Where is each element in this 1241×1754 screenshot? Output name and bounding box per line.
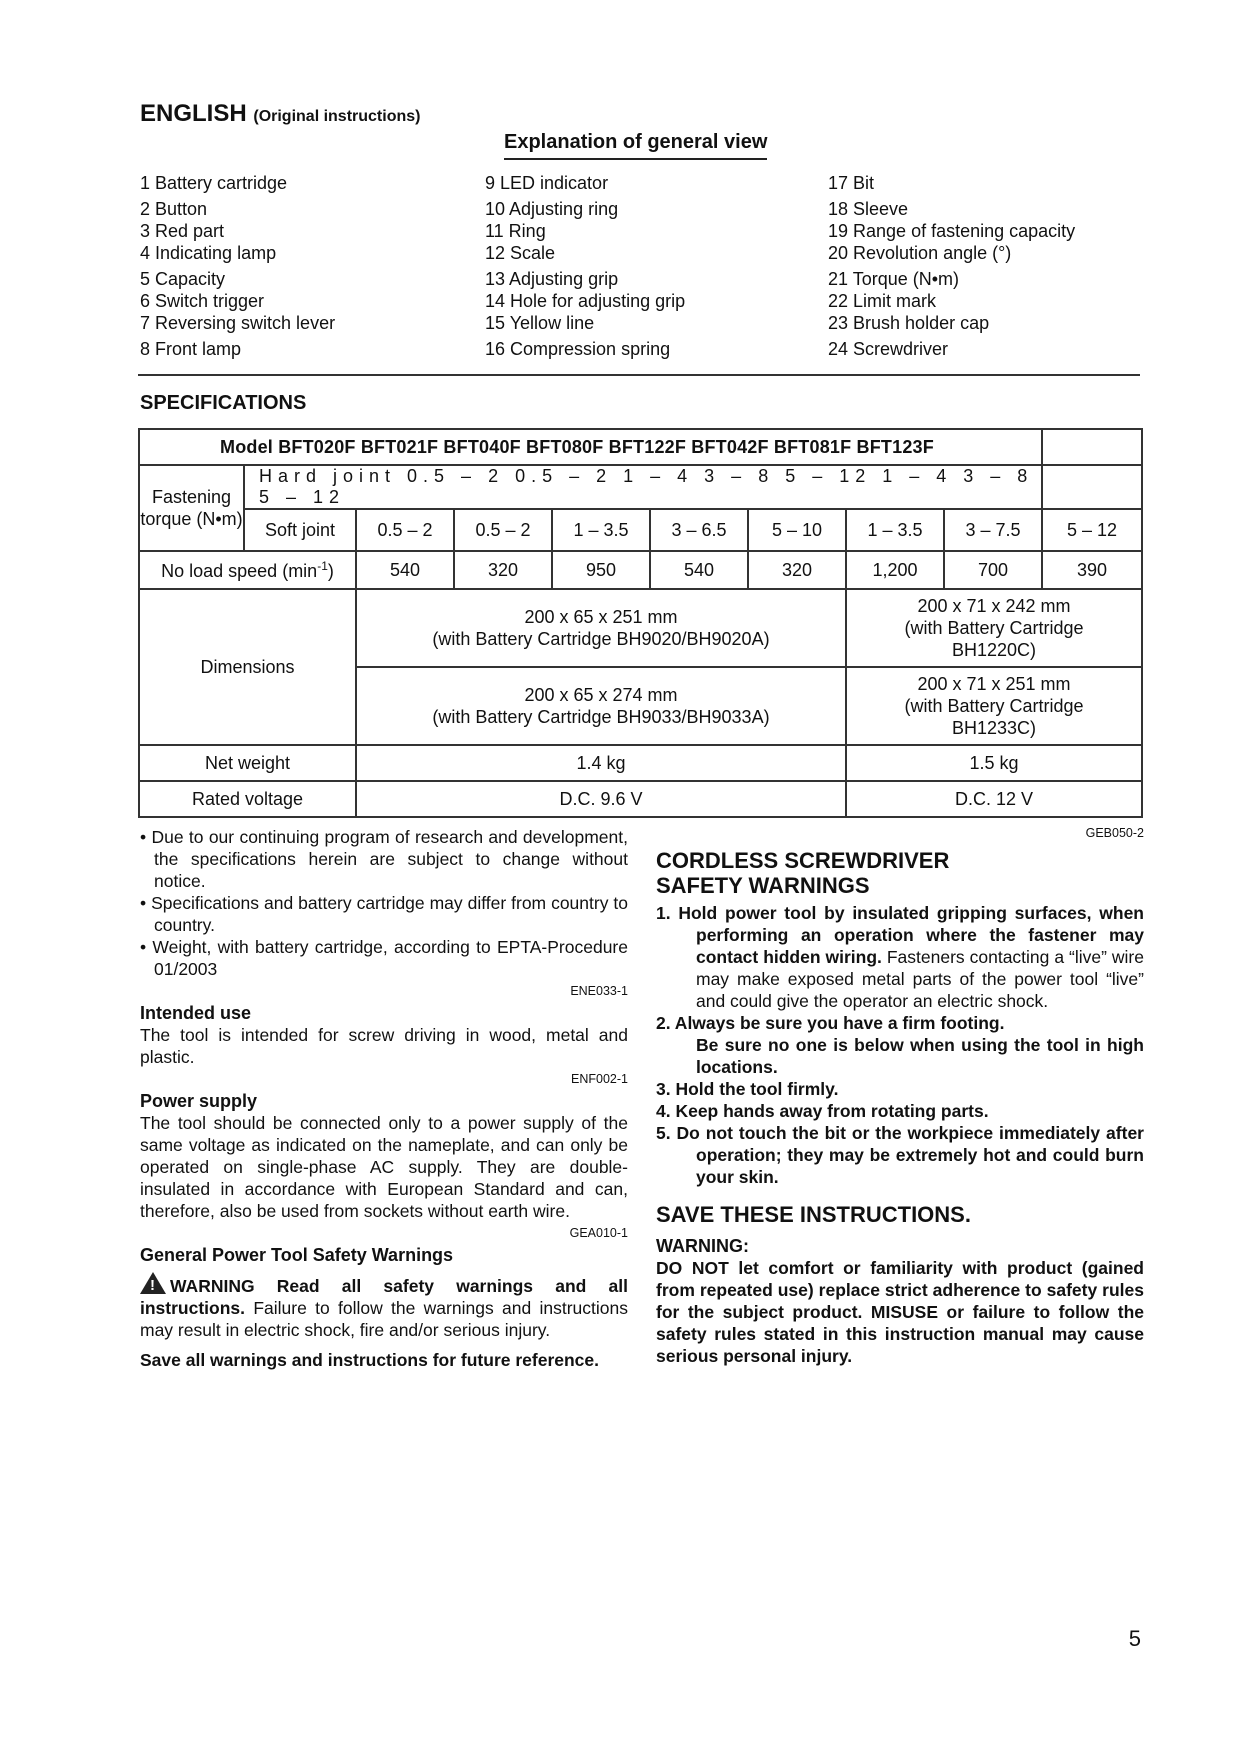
section-code: ENE033-1 — [570, 984, 628, 998]
intended-use-title: Intended use — [140, 1003, 252, 1023]
spec-note: • Due to our continuing program of research and development, the specifications herein are subject to change without notice. — [140, 827, 628, 891]
table-cell: 0.5 – 2 — [454, 509, 552, 551]
table-row — [139, 589, 1142, 667]
dim-line: 200 x 71 x 242 mm — [917, 596, 1071, 616]
parts-list-col2 — [485, 172, 685, 360]
part-item: 4 Indicating lamp — [140, 243, 277, 263]
save-instructions-title: SAVE THESE INSTRUCTIONS. — [656, 1202, 971, 1227]
divider — [138, 374, 1140, 376]
safety-item-2b: Be sure no one is below when using the tool in high locations. — [696, 1035, 1144, 1077]
table-row — [139, 745, 1142, 781]
general-view-title: Explanation of general view — [504, 131, 767, 160]
dimensions-9v-b — [356, 667, 846, 745]
part-item: 23 Brush holder cap — [828, 313, 990, 333]
fastening-torque-label: Fastening torque (N•m) — [139, 465, 244, 551]
rated-voltage-12v: D.C. 12 V — [846, 781, 1142, 817]
dim-line: 200 x 65 x 274 mm — [524, 685, 678, 705]
table-cell: 700 — [944, 551, 1042, 589]
specifications-title: SPECIFICATIONS — [140, 392, 307, 414]
no-load-speed-label — [139, 551, 356, 589]
warning-bold: WARNING Read all safety warnings and all instructions. — [140, 1276, 628, 1318]
dim-line: 200 x 71 x 251 mm — [917, 674, 1071, 694]
right-column — [656, 826, 1144, 1367]
net-weight-9v: 1.4 kg — [356, 745, 846, 781]
part-item: 7 Reversing switch lever — [140, 313, 336, 333]
part-item: 12 Scale — [485, 243, 556, 263]
net-weight-12v: 1.5 kg — [846, 745, 1142, 781]
language-label: ENGLISH — [140, 100, 247, 127]
part-item: 10 Adjusting ring — [485, 199, 619, 219]
dimensions-12v-a — [846, 589, 1142, 667]
part-item: 17 Bit — [828, 173, 875, 193]
table-cell: 5 – 10 — [748, 509, 846, 551]
safety-item-4: 4. Keep hands away from rotating parts. — [656, 1101, 989, 1121]
part-item: 11 Ring — [485, 221, 546, 241]
no-load-speed-text: No load speed (min — [161, 560, 318, 581]
dim-line: (with Battery Cartridge — [904, 618, 1084, 638]
dim-line: BH1233C) — [951, 718, 1037, 738]
section-code: GEA010-1 — [569, 1226, 628, 1240]
dim-line: (with Battery Cartridge BH9020/BH9020A) — [432, 629, 770, 649]
section-code: GEB050-2 — [1085, 826, 1144, 840]
table-cell: 1 – 3.5 — [552, 509, 650, 551]
dim-line: (with Battery Cartridge BH9033/BH9033A) — [432, 707, 770, 727]
dimensions-9v-a — [356, 589, 846, 667]
safety-title-line2: SAFETY WARNINGS — [656, 873, 870, 898]
table-cell: 0.5 – 2 — [356, 509, 454, 551]
table-cell: 320 — [748, 551, 846, 589]
general-warning-paragraph — [140, 1272, 628, 1341]
item1-bold: 1. Hold power tool by insulated gripping surfaces, when performing an operation where the fastener may contact hidden wiring. — [656, 903, 1144, 967]
part-item: 16 Compression spring — [485, 339, 671, 359]
table-cell: 1 – 3.5 — [846, 509, 944, 551]
part-item: 1 Battery cartridge — [140, 173, 288, 193]
warning-icon — [140, 1272, 166, 1294]
dimensions-12v-b — [846, 667, 1142, 745]
parts-list-col1 — [140, 172, 335, 360]
table-cell: 3 – 6.5 — [650, 509, 748, 551]
specifications-table — [138, 428, 1143, 818]
dimensions-label: Dimensions — [139, 589, 356, 745]
power-supply-text: The tool should be connected only to a power supply of the same voltage as indicated on the nameplate, and can only be operated on single-phase AC supply. They are double-insulated in accordance with European Standard and can, therefore, also be used from sockets without earth wire. — [140, 1113, 628, 1221]
table-cell: 1,200 — [846, 551, 944, 589]
language-heading — [140, 100, 420, 128]
spec-note: • Weight, with battery cartridge, according to EPTA-Procedure 01/2003 — [140, 937, 628, 979]
part-item: 14 Hole for adjusting grip — [485, 291, 686, 311]
part-item: 9 LED indicator — [485, 173, 609, 193]
warning-label: WARNING: — [656, 1236, 749, 1256]
table-cell: 320 — [454, 551, 552, 589]
safety-item-3: 3. Hold the tool firmly. — [656, 1079, 839, 1099]
power-supply-title: Power supply — [140, 1091, 258, 1111]
rated-voltage-9v: D.C. 9.6 V — [356, 781, 846, 817]
item1-text: Fasteners contacting a “live” wire may make exposed metal parts of the power tool “live” and could give the operator an electric shock. — [696, 947, 1144, 1011]
part-item: 18 Sleeve — [828, 199, 909, 219]
part-item: 3 Red part — [140, 221, 225, 241]
parts-list-col3 — [828, 172, 1075, 360]
part-item: 5 Capacity — [140, 269, 226, 289]
part-item: 8 Front lamp — [140, 339, 242, 359]
part-item: 19 Range of fastening capacity — [828, 221, 1076, 241]
rated-voltage-label: Rated voltage — [139, 781, 356, 817]
table-cell: 5 – 12 — [1042, 509, 1142, 551]
soft-joint-label: Soft joint — [244, 509, 356, 551]
model-header: Model BFT020F BFT021F BFT040F BFT080F BFT122F BFT042F BFT081F BFT123F — [139, 429, 1042, 465]
part-item: 6 Switch trigger — [140, 291, 265, 311]
intended-use-text: The tool is intended for screw driving in wood, metal and plastic. — [140, 1025, 628, 1067]
table-row — [139, 465, 1142, 509]
table-row — [139, 429, 1142, 465]
table-row — [139, 509, 1142, 551]
left-column — [140, 826, 628, 1371]
table-cell: 950 — [552, 551, 650, 589]
safety-item-5: 5. Do not touch the bit or the workpiece immediately after operation; they may be extremely hot and could burn your skin. — [656, 1123, 1144, 1187]
general-warnings-title: General Power Tool Safety Warnings — [140, 1245, 454, 1265]
spec-note: • Specifications and battery cartridge may differ from country to country. — [140, 893, 628, 935]
part-item: 21 Torque (N•m) — [828, 269, 960, 289]
part-item: 13 Adjusting grip — [485, 269, 619, 289]
safety-title-line1: CORDLESS SCREWDRIVER — [656, 848, 950, 873]
warning-text: Failure to follow the warnings and instructions may result in electric shock, fire and/or serious injury. — [140, 1298, 628, 1340]
safety-item-1 — [656, 902, 1144, 1012]
dim-line: 200 x 65 x 251 mm — [524, 607, 678, 627]
table-cell: 540 — [356, 551, 454, 589]
save-all-warnings: Save all warnings and instructions for future reference. — [140, 1350, 600, 1370]
warning-body: DO NOT let comfort or familiarity with product (gained from repeated use) replace strict adherence to safety rules for the subject product. MISUSE or failure to follow the safety rules stated in this instruction manual may cause serious personal injury. — [656, 1258, 1144, 1366]
net-weight-label: Net weight — [139, 745, 356, 781]
dim-line: (with Battery Cartridge — [904, 696, 1084, 716]
part-item: 20 Revolution angle (°) — [828, 243, 1012, 263]
part-item: 2 Button — [140, 199, 208, 219]
safety-item-2: 2. Always be sure you have a firm footing. — [656, 1013, 1005, 1033]
table-cell: 390 — [1042, 551, 1142, 589]
table-row — [139, 551, 1142, 589]
no-load-speed-sup: -1 — [317, 558, 328, 573]
section-code: ENF002-1 — [571, 1072, 628, 1086]
no-load-speed-close: ) — [327, 560, 334, 581]
table-row — [139, 781, 1142, 817]
table-cell: 3 – 7.5 — [944, 509, 1042, 551]
part-item: 22 Limit mark — [828, 291, 937, 311]
part-item: 24 Screwdriver — [828, 339, 949, 359]
page-number: 5 — [1128, 1626, 1141, 1651]
dim-line: BH1220C) — [951, 640, 1037, 660]
language-subtitle: (Original instructions) — [253, 108, 421, 125]
part-item: 15 Yellow line — [485, 313, 595, 333]
table-cell: 540 — [650, 551, 748, 589]
hard-joint-row: Hard joint 0.5 – 2 0.5 – 2 1 – 4 3 – 8 5 – 12 1 – 4 3 – 8 5 – 12 — [244, 465, 1042, 509]
